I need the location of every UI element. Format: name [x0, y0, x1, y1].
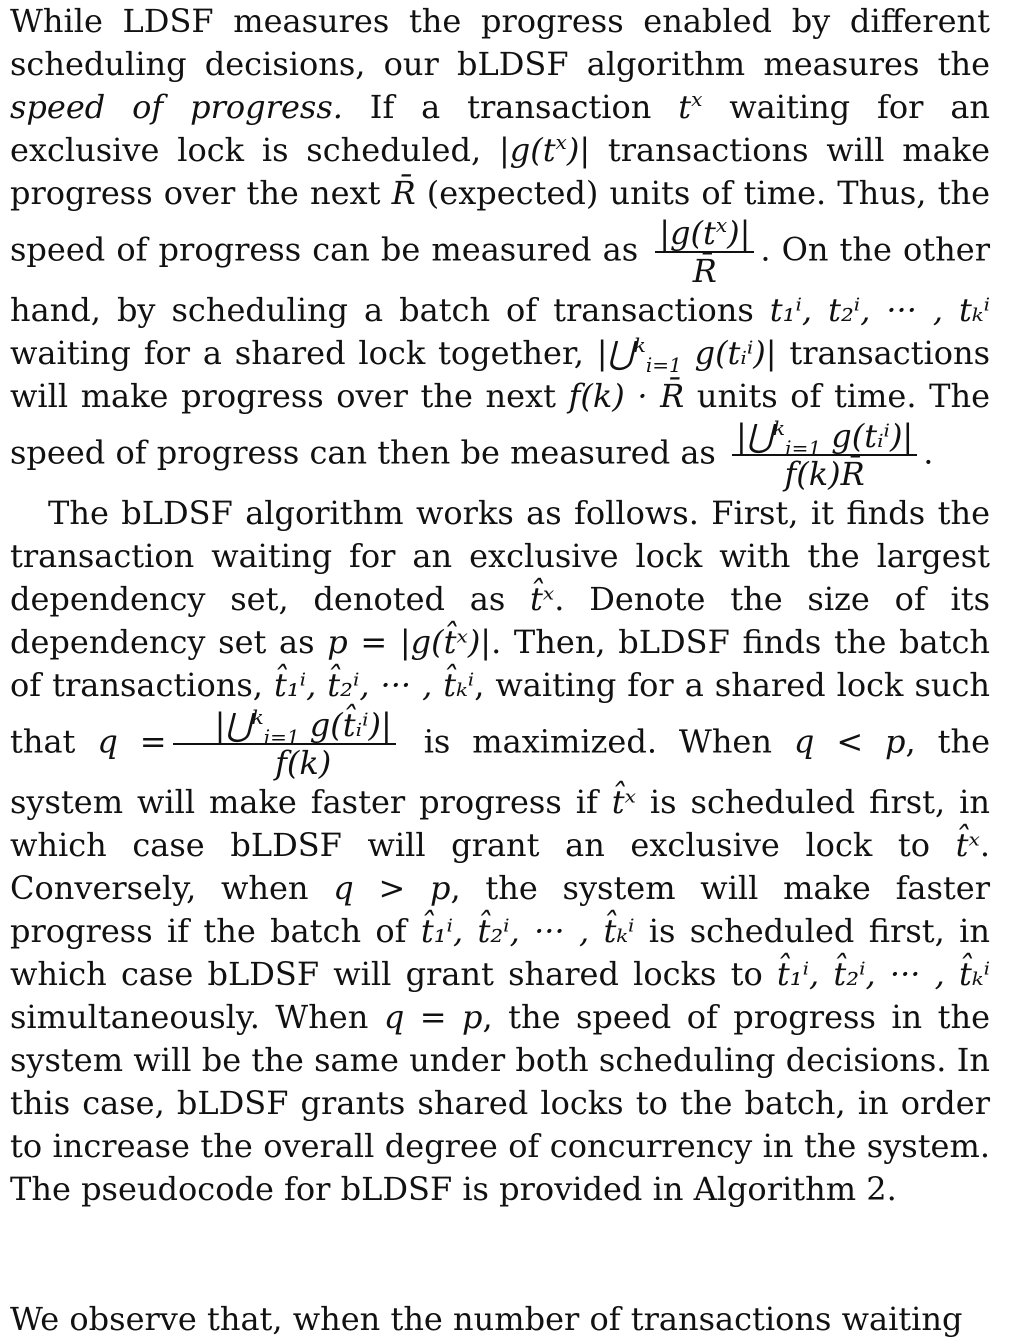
text: If a transaction	[342, 88, 679, 126]
math-q-lt-p: q < p	[793, 722, 906, 761]
text: (expected) units of time. Thus, the speed of progress can be measured as	[10, 174, 990, 269]
text: is scheduled first, in which case bLDSF will grant an exclusive lock to	[10, 783, 991, 864]
text: waiting for an exclusive lock is scheduled,	[10, 88, 991, 169]
text: While LDSF measures the progress enabled by different scheduling decisions, our bLDSF algorithm measures the	[10, 2, 990, 83]
math-hat-batch: t̂₁ⁱ, t̂₂ⁱ, ··· , t̂ₖⁱ	[273, 666, 475, 704]
text: , waiting for a shared lock such that	[10, 666, 991, 761]
fraction-q: $\frac{|⋃^k_{i=1} g(t̂ᵢ^i)|}{f(k)}$	[173, 707, 396, 781]
math-hat-tx: t̂ˣ	[955, 826, 980, 864]
text: , the system will make faster progress if	[10, 722, 991, 821]
text: . On the other hand, by scheduling a batch of transactions	[10, 230, 991, 329]
text: . Conversely, when	[10, 826, 990, 907]
fraction-speed-exclusive: $\frac{|g(t^x)|}{R̄}$	[655, 215, 754, 289]
text: is scheduled first, in which case bLDSF will grant shared locks to	[10, 912, 991, 993]
math-q-gt-p: q > p	[333, 869, 451, 907]
text: is maximized. When	[401, 722, 794, 761]
text: transactions will make progress over the next	[10, 334, 991, 415]
text: simultaneously. When	[10, 998, 384, 1036]
text: . Denote the size of its dependency set as	[10, 580, 991, 661]
math-gtx: $|g(t^x)|$	[498, 130, 591, 169]
math-hat-tx: t̂ˣ	[530, 580, 555, 618]
math-batch: t₁ⁱ, t₂ⁱ, ··· , tₖⁱ	[769, 291, 991, 329]
math-q-eq-p: q = p	[383, 998, 483, 1036]
text: . Then, bLDSF finds the batch of transactions,	[10, 623, 991, 704]
text: .	[923, 433, 934, 472]
text: units of time. The speed of progress can then be measured as	[10, 377, 991, 472]
emphasis: speed of progress.	[10, 88, 343, 126]
text: waiting for a shared lock together,	[10, 334, 597, 372]
math-p-def: p = |g(t̂ˣ)|	[327, 623, 492, 661]
text: , the speed of progress in the system will be the same under both scheduling decisions. In this case, bLDSF grants shared locks to the batch, in order to increase the overall degree of concurrency in the system. The pseudocode for bLDSF is provided in Algorithm 2.	[10, 998, 991, 1208]
fraction-speed-shared: $\frac{|⋃^k_{i=1} g(tᵢ^i)|}{f(k)R̄}$	[732, 418, 917, 492]
paragraph-1	[10, 0, 990, 492]
text: transactions will make progress over the next	[10, 131, 991, 212]
math-union: |⋃$^k_{i=1}$ g(tᵢⁱ)|	[596, 333, 777, 377]
text: The bLDSF algorithm works as follows. First, it finds the transaction waiting for an exclusive lock with the largest dependency set, denoted as	[10, 494, 990, 618]
math-hat-tx: t̂ˣ	[611, 783, 636, 821]
math-tx: $t^x$	[678, 87, 703, 126]
paragraph-2	[10, 492, 990, 1211]
math-q-eq: q =	[97, 722, 167, 761]
math-rbar: R̄	[391, 174, 416, 212]
math-fkr: f(k) · R̄	[568, 377, 685, 415]
cutoff-line: We observe that, when the number of transactions waiting	[10, 1300, 963, 1338]
text: , the system will make faster progress if the batch of	[10, 869, 991, 950]
math-hat-batch: t̂₁ⁱ, t̂₂ⁱ, ··· , t̂ₖⁱ	[776, 955, 991, 993]
math-hat-batch: t̂₁ⁱ, t̂₂ⁱ, ··· , t̂ₖⁱ	[420, 912, 635, 950]
